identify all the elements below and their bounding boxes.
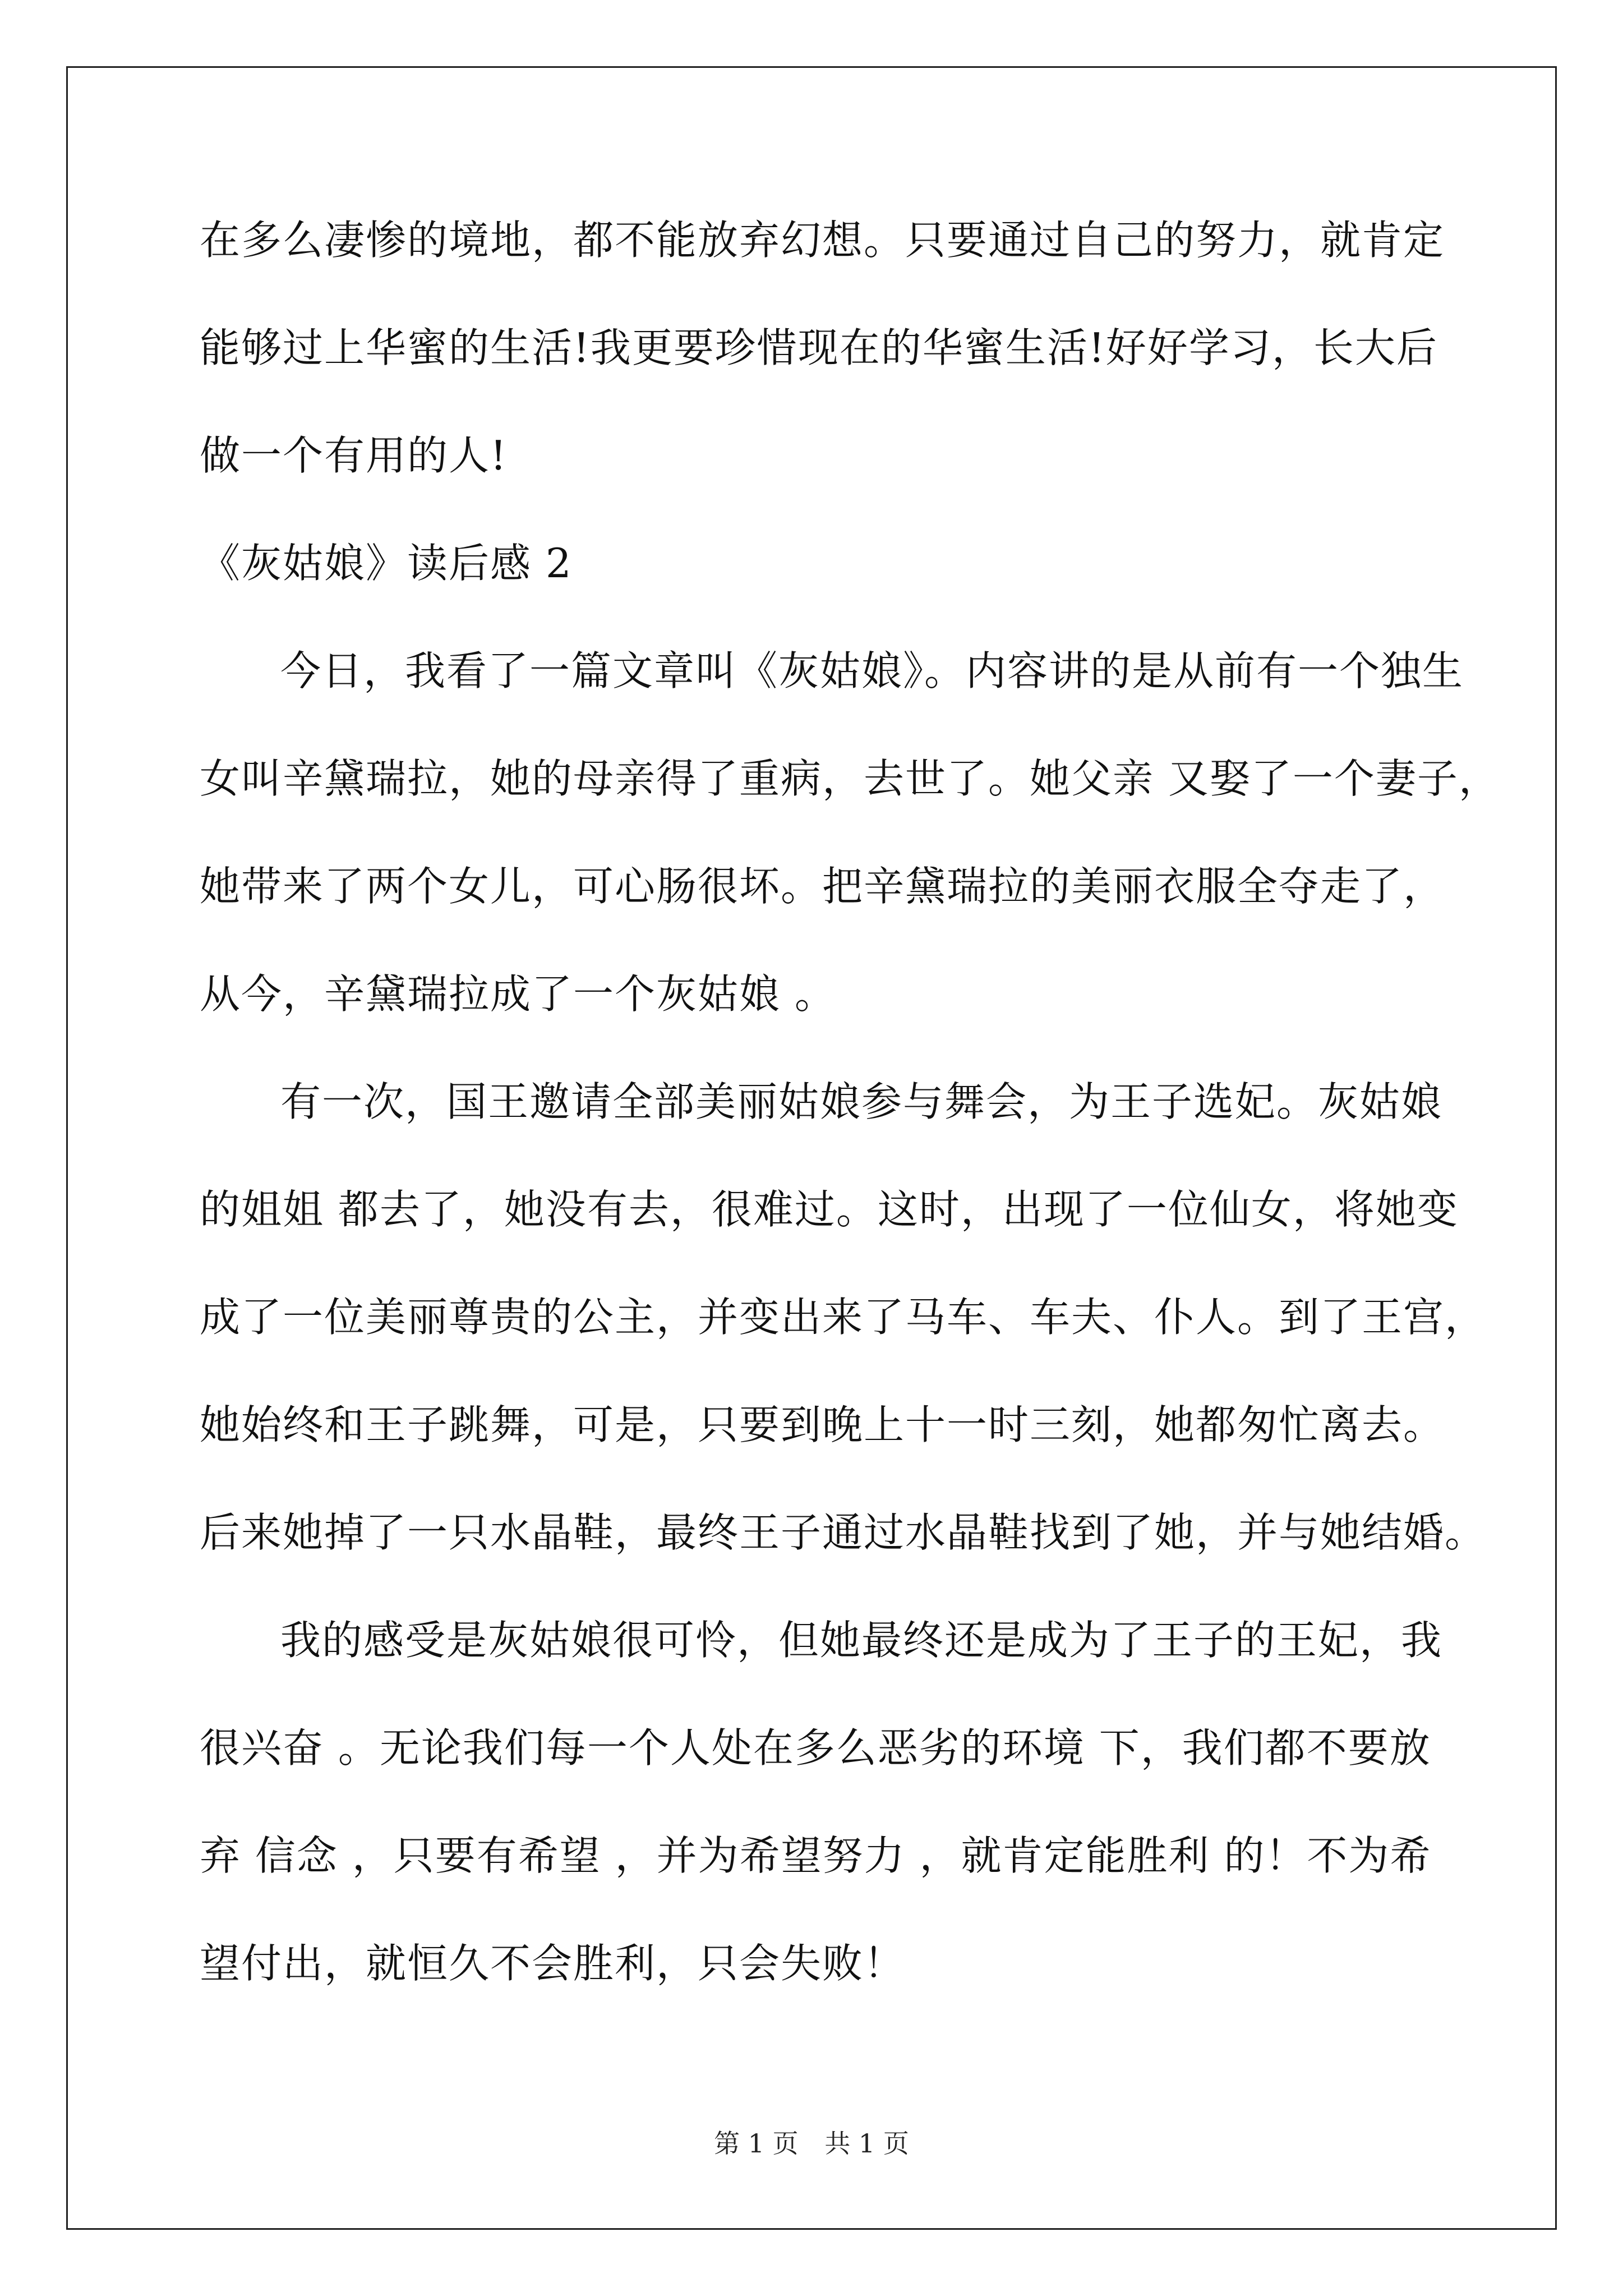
paragraph-start-line: 有一次，国王邀请全部美丽姑娘参与舞会，为王子选妃。灰姑娘 (280, 1078, 1443, 1125)
document-body (200, 217, 1500, 2051)
page-footer (0, 2129, 1623, 2157)
text-line: 成了一位美丽尊贵的公主，并变出来了马车、车夫、仆人。到了王宫， (200, 1294, 1487, 1341)
text-line: 弃 信念 ，只要有希望 ，并为希望努力 ，就肯定能胜利 的！不为希 (200, 1832, 1432, 1879)
text-line: 望付出，就恒久不会胜利，只会失败！ (200, 1940, 906, 1987)
text-line: 后来她掉了一只水晶鞋，最终王子通过水晶鞋找到了她，并与她结婚。 (200, 1509, 1487, 1556)
text-line: 很兴奋 。无论我们每一个人处在多么恶劣的环境 下，我们都不要放 (200, 1724, 1431, 1772)
page-total: 共 1 页 (824, 2128, 909, 2159)
text-line: 她带来了两个女儿，可心肠很坏。把辛黛瑞拉的美丽衣服全夺走了， (200, 863, 1445, 910)
paragraph-start-line: 我的感受是灰姑娘很可怜，但她最终还是成为了王子的王妃，我 (280, 1617, 1443, 1664)
text-line: 的姐姐 都去了，她没有去，很难过。这时，出现了一位仙女，将她变 (200, 1186, 1459, 1233)
text-line: 从今，辛黛瑞拉成了一个灰姑娘 。 (200, 970, 836, 1018)
text-line: 能够过上华蜜的生活!我更要珍惜现在的华蜜生活!好好学习，长大后 (200, 324, 1438, 371)
text-line: 她始终和王子跳舞，可是，只要到晚上十一时三刻，她都匆忙离去。 (200, 1401, 1445, 1448)
text-line: 女叫辛黛瑞拉，她的母亲得了重病，去世了。她父亲 又娶了一个妻子， (200, 755, 1500, 802)
paragraph-start-line: 今日，我看了一篇文章叫《灰姑娘》。内容讲的是从前有一个独生 (280, 647, 1464, 694)
section-heading: 《灰姑娘》读后感 2 (200, 540, 573, 587)
text-line: 做一个有用的人! (200, 432, 508, 479)
text-line: 在多么凄惨的境地，都不能放弃幻想。只要通过自己的努力，就肯定 (200, 217, 1445, 264)
page-number: 第 1 页 (714, 2128, 799, 2159)
